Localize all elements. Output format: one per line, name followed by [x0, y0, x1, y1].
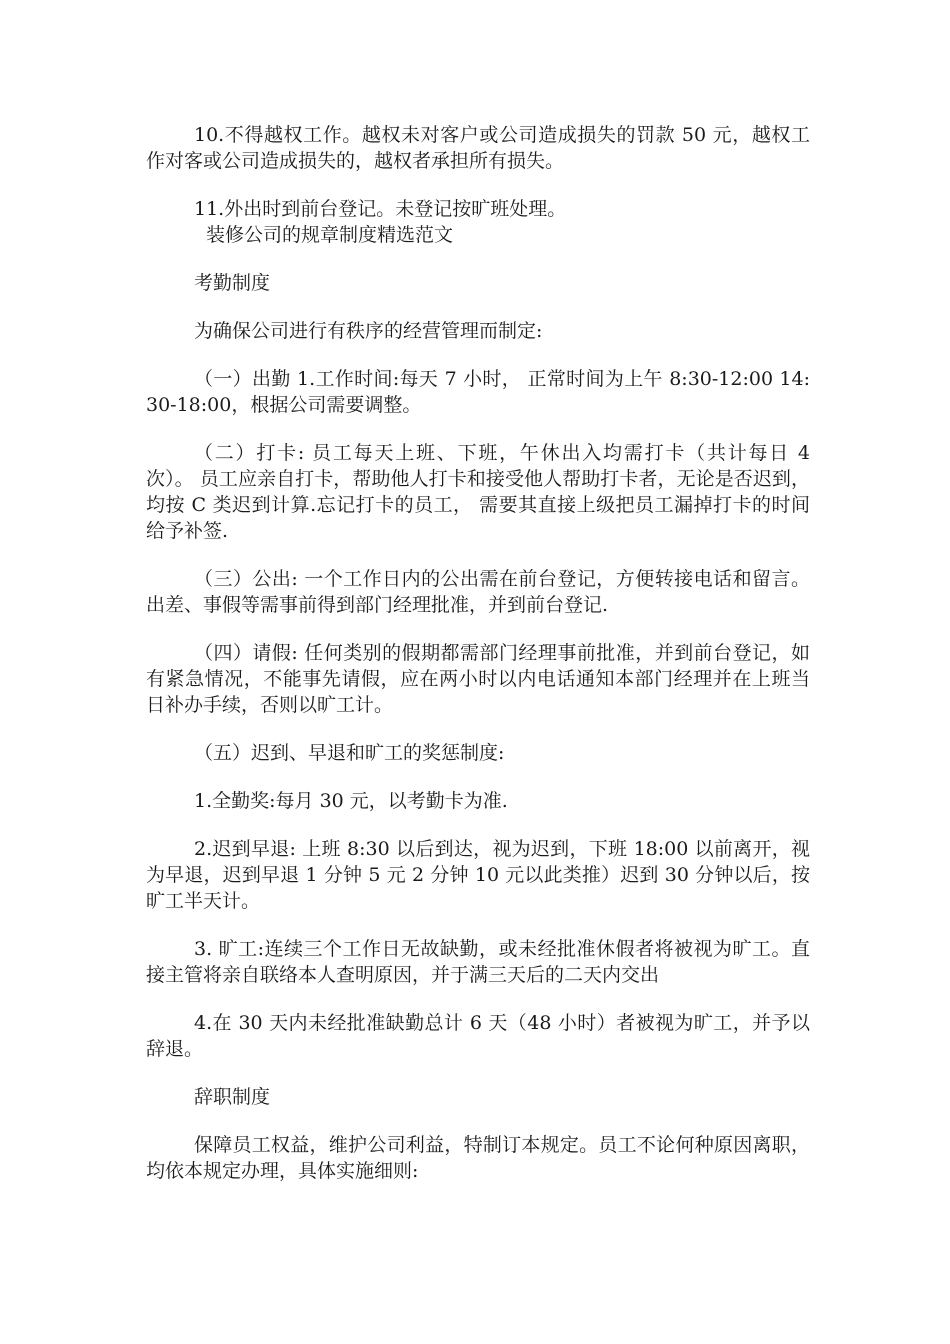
paragraph-attendance-3: （三）公出: 一个工作日内的公出需在前台登记，方便转接电话和留言。出差、事假等需事前得到部门经理批准，并到前台登记. — [146, 568, 810, 616]
paragraph-bonus-3: 3. 旷工:连续三个工作日无故缺勤，或未经批准休假者将被视为旷工。直接主管将亲自联络本人查明原因，并于满三天后的二天内交出 — [146, 938, 810, 986]
paragraph-attendance-5: （五）迟到、早退和旷工的奖惩制度: — [194, 742, 505, 764]
document-title: 装修公司的规章制度精选范文 — [206, 224, 454, 246]
paragraph-attendance-4: （四）请假: 任何类别的假期都需部门经理事前批准，并到前台登记，如有紧急情况，不能事先请假，应在两小时以内电话通知本部门经理并在上班当日补办手续，否则以旷工计。 — [146, 642, 810, 716]
paragraph-resignation-intro: 保障员工权益，维护公司利益，特制订本规定。员工不论何种原因离职，均依本规定办理，具体实施细则: — [146, 1134, 810, 1182]
paragraph-bonus-2: 2.迟到早退: 上班 8:30 以后到达，视为迟到，下班 18:00 以前离开，视为早退，迟到早退 1 分钟 5 元 2 分钟 10 元以此类推）迟到 30 分钟以后，按旷工半天计。 — [146, 838, 810, 912]
paragraph-rule-11: 11.外出时到前台登记。未登记按旷班处理。 — [194, 198, 567, 220]
paragraph-attendance-intro: 为确保公司进行有秩序的经营管理而制定: — [194, 320, 543, 342]
paragraph-bonus-4: 4.在 30 天内未经批准缺勤总计 6 天（48 小时）者被视为旷工，并予以辞退。 — [146, 1012, 810, 1060]
section-heading-resignation: 辞职制度 — [194, 1086, 271, 1108]
paragraph-attendance-2: （二）打卡: 员工每天上班、下班，午休出入均需打卡（共计每日 4 次）。 员工应亲自打卡，帮助他人打卡和接受他人帮助打卡者，无论是否迟到， 均按 C 类迟到计算.忘记打卡的员工， 需要其直接上级把员工漏掉打卡的时间给予补签. — [146, 442, 810, 542]
paragraph-bonus-1: 1.全勤奖:每月 30 元，以考勤卡为准. — [194, 790, 508, 812]
paragraph-rule-10: 10.不得越权工作。越权未对客户或公司造成损失的罚款 50 元，越权工作对客或公司造成损失的，越权者承担所有损失。 — [146, 124, 810, 172]
section-heading-attendance: 考勤制度 — [194, 272, 271, 294]
document-body — [146, 122, 810, 1184]
paragraph-attendance-1: （一）出勤 1.工作时间:每天 7 小时， 正常时间为上午 8:30-12:00 14:30-18:00，根据公司需要调整。 — [146, 368, 810, 416]
